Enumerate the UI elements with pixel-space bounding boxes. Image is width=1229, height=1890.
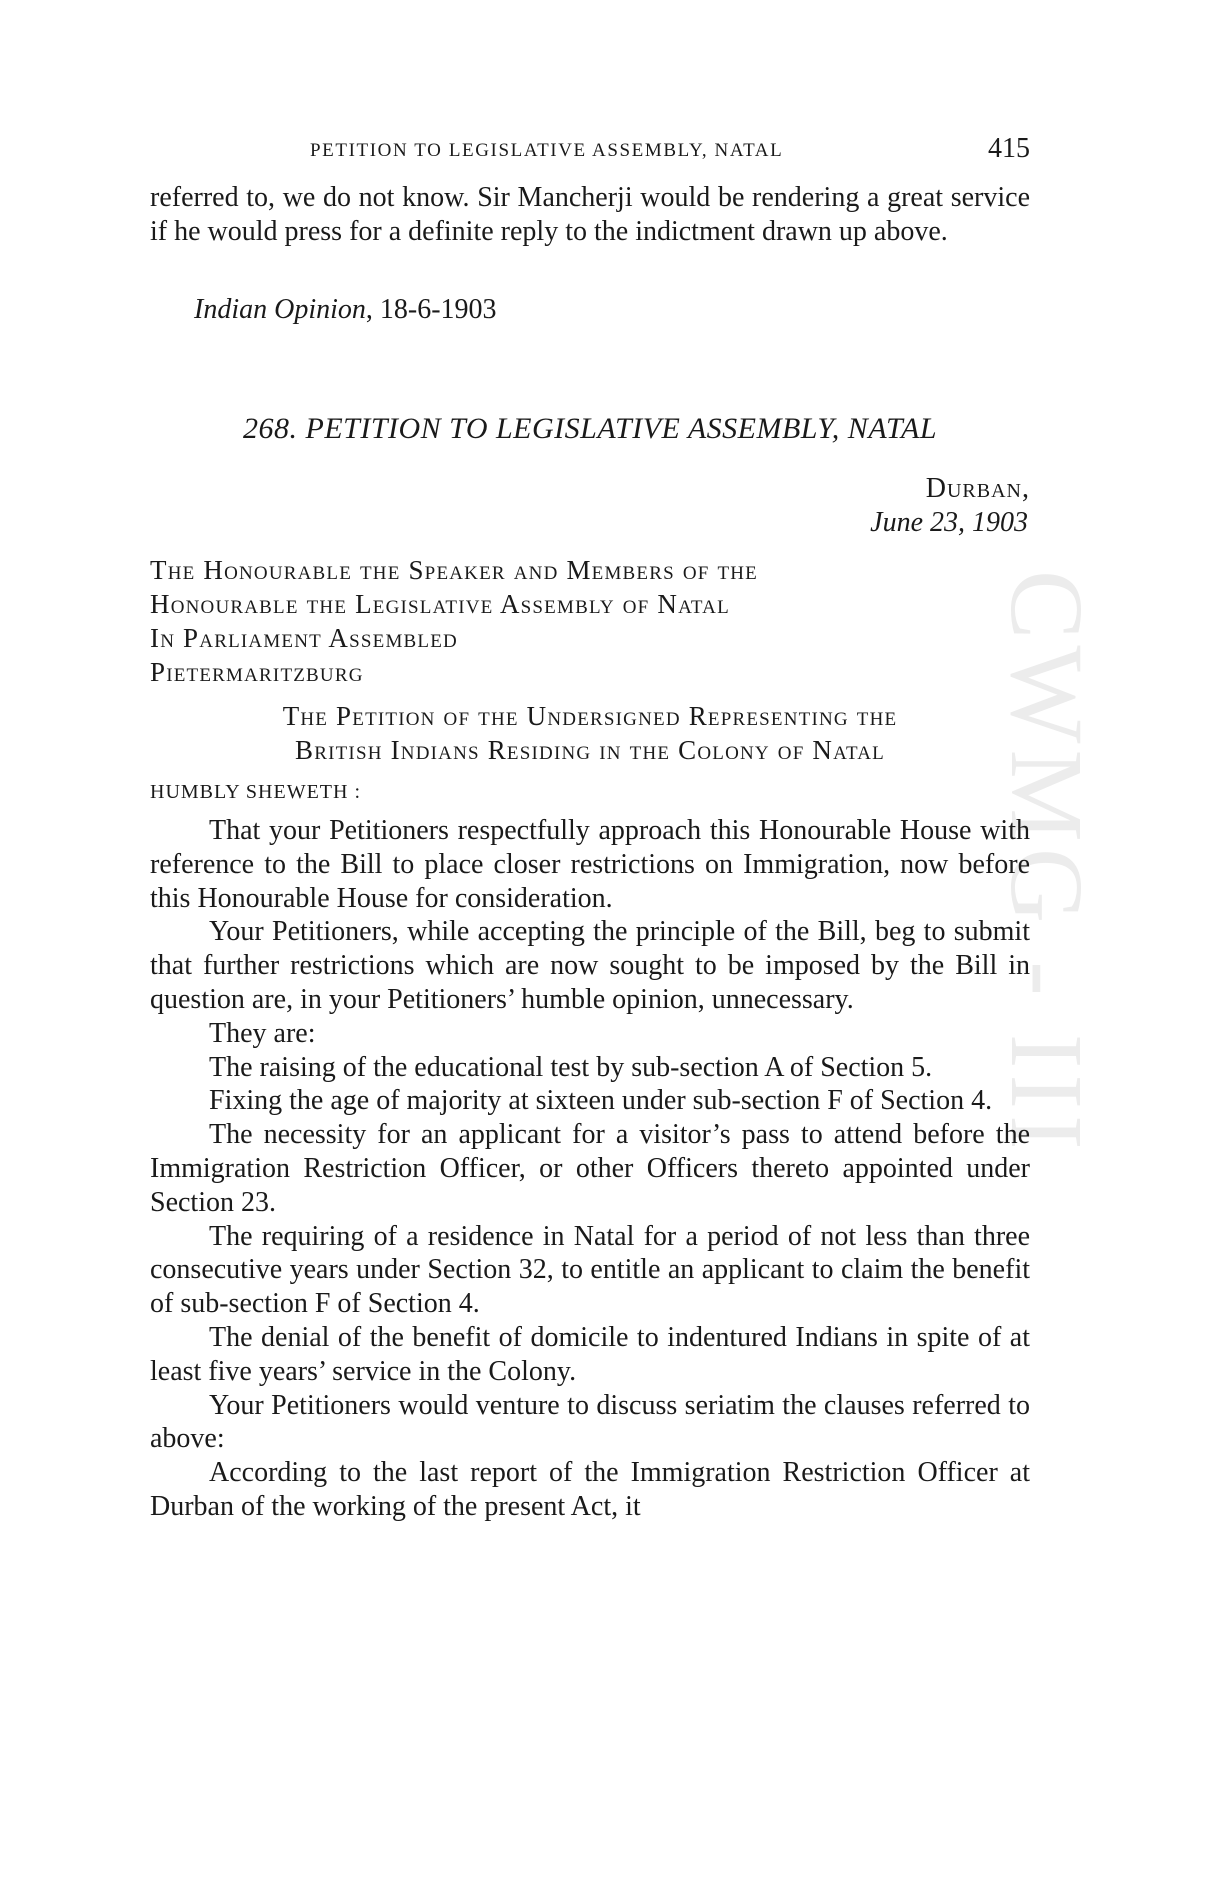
petition-title (150, 699, 1030, 767)
source-date: , 18-6-1903 (365, 294, 497, 325)
source-publication: Indian Opinion (194, 294, 366, 325)
paragraph: The necessity for an applicant for a visitor’s pass to attend before the Immigration Restriction Officer, or other Officers thereto appointed under Section 23. (150, 1119, 1030, 1218)
address-line: Honourable the Legislative Assembly of Natal (150, 589, 730, 619)
running-head-title: PETITION TO LEGISLATIVE ASSEMBLY, NATAL (310, 140, 784, 161)
source-citation (194, 293, 497, 327)
dateline-place: Durban, (925, 473, 1030, 504)
paragraph: That your Petitioners respectfully approach this Honourable House with reference to the Bill to place closer restrictions on Immigration, now before this Honourable House for consideration. (150, 815, 1030, 914)
address-block (150, 553, 758, 689)
paragraph: According to the last report of the Immigration Restriction Officer at Durban of the working of the present Act, it (150, 1457, 1030, 1522)
petition-title-line: The Petition of the Undersigned Representing the (282, 701, 898, 731)
paragraph: Fixing the age of majority at sixteen under sub-section F of Section 4. (209, 1085, 993, 1117)
petition-body (150, 814, 1030, 1524)
paragraph: The denial of the benefit of domicile to indentured Indians in spite of at least five years’ service in the Colony. (150, 1321, 1030, 1387)
continuation-paragraph: referred to, we do not know. Sir Mancherji would be rendering a great service if he would press for a definite reply to the indictment drawn up above. (150, 182, 1030, 247)
address-line: Pietermaritzburg (150, 657, 364, 687)
paragraph: The requiring of a residence in Natal for a period of not less than three consecutive years under Section 32, to entitle an applicant to claim the benefit of sub-section F of Section 4. (150, 1220, 1030, 1320)
paragraph: Your Petitioners, while accepting the principle of the Bill, beg to submit that further restrictions which are now sought to be imposed by the Bill in question are, in your Petitioners’ humble opinion, unnecessary. (150, 916, 1030, 1015)
page-number: 415 (988, 133, 1030, 164)
petition-title-line: British Indians Residing in the Colony of Natal (295, 735, 885, 765)
address-line: In Parliament Assembled (150, 623, 458, 653)
paragraph: They are: (209, 1017, 316, 1049)
watermark-text: CWMG - III (989, 570, 1104, 1156)
dateline-date: June 23, 1903 (870, 507, 1028, 538)
running-head (150, 133, 1030, 167)
address-line: The Honourable the Speaker and Members of the (150, 555, 758, 585)
document-heading: 268. PETITION TO LEGISLATIVE ASSEMBLY, NATAL (243, 412, 937, 445)
sheweth-label: HUMBLY SHEWETH : (150, 781, 362, 803)
paragraph: The raising of the educational test by sub-section A of Section 5. (209, 1051, 933, 1083)
paragraph: Your Petitioners would venture to discuss seriatim the clauses referred to above: (150, 1389, 1030, 1455)
